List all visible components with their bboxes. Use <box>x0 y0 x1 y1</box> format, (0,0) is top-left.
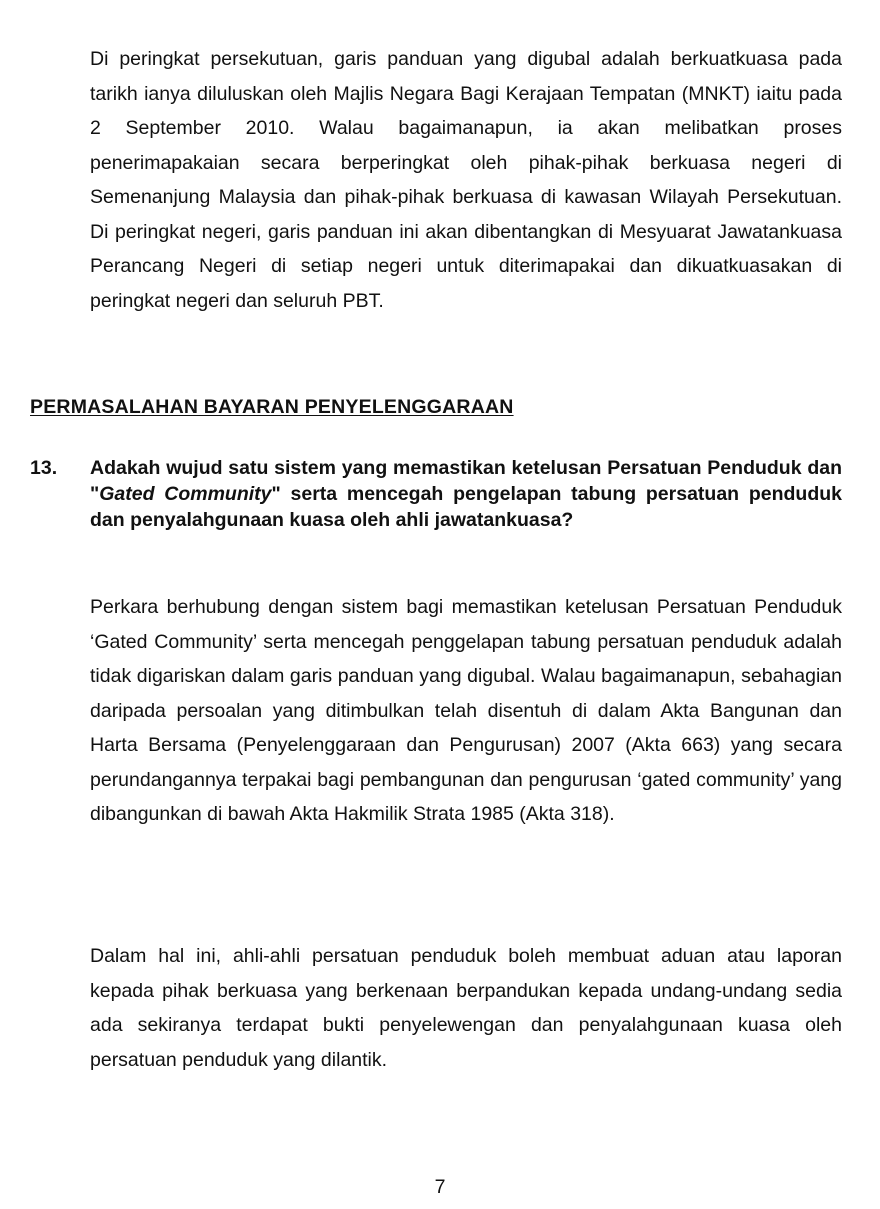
section-heading: PERMASALAHAN BAYARAN PENYELENGGARAAN <box>30 396 514 418</box>
answer-paragraph-1: Perkara berhubung dengan sistem bagi memastikan ketelusan Persatuan Penduduk ‘Gated Community’ serta mencegah penggelapan tabung persatuan penduduk adalah tidak digariskan dalam garis panduan yang digubal. Walau bagaimanapun, sebahagian daripada persoalan yang ditimbulkan telah disentuh di dalam Akta Bangunan dan Harta Bersama (Penyelenggaraan dan Pengurusan) 2007 (Akta 663) yang secara perundangannya terpakai bagi pembangunan dan pengurusan ‘gated community’ yang dibangunkan di bawah Akta Hakmilik Strata 1985 (Akta 318). <box>90 596 842 825</box>
question-text-before: Adakah wujud satu sistem yang memastikan ketelusan Persatuan Penduduk dan " <box>90 457 842 505</box>
intro-paragraph: Di peringkat persekutuan, garis panduan yang digubal adalah berkuatkuasa pada tarikh ianya diluluskan oleh Majlis Negara Bagi Kerajaan Tempatan (MNKT) iaitu pada 2 September 2010. Walau bagaimanapun, ia akan melibatkan proses penerimapakaian secara berperingkat oleh pihak-pihak berkuasa negeri di Semenanjung Malaysia dan pihak-pihak berkuasa di kawasan Wilayah Persekutuan. Di peringkat negeri, garis panduan ini akan dibentangkan di Mesyuarat Jawatankuasa Perancang Negeri di setiap negeri untuk diterimapakai dan dikuatkuasakan di peringkat negeri dan seluruh PBT. <box>90 48 842 312</box>
answer-paragraph-2: Dalam hal ini, ahli-ahli persatuan penduduk boleh membuat aduan atau laporan kepada pihak berkuasa yang berkenaan berpandukan kepada undang-undang sedia ada sekiranya terdapat bukti penyelewengan dan penyalahgunaan kuasa oleh persatuan penduduk yang dilantik. <box>90 945 842 1071</box>
question-text <box>90 455 842 533</box>
page-number: 7 <box>434 1176 446 1198</box>
question-text-italic: Gated Community <box>99 483 272 505</box>
question-text-after: " serta mencegah pengelapan tabung persatuan penduduk dan penyalahgunaan kuasa oleh ahli jawatankuasa? <box>90 483 842 531</box>
question-number: 13. <box>30 457 58 479</box>
